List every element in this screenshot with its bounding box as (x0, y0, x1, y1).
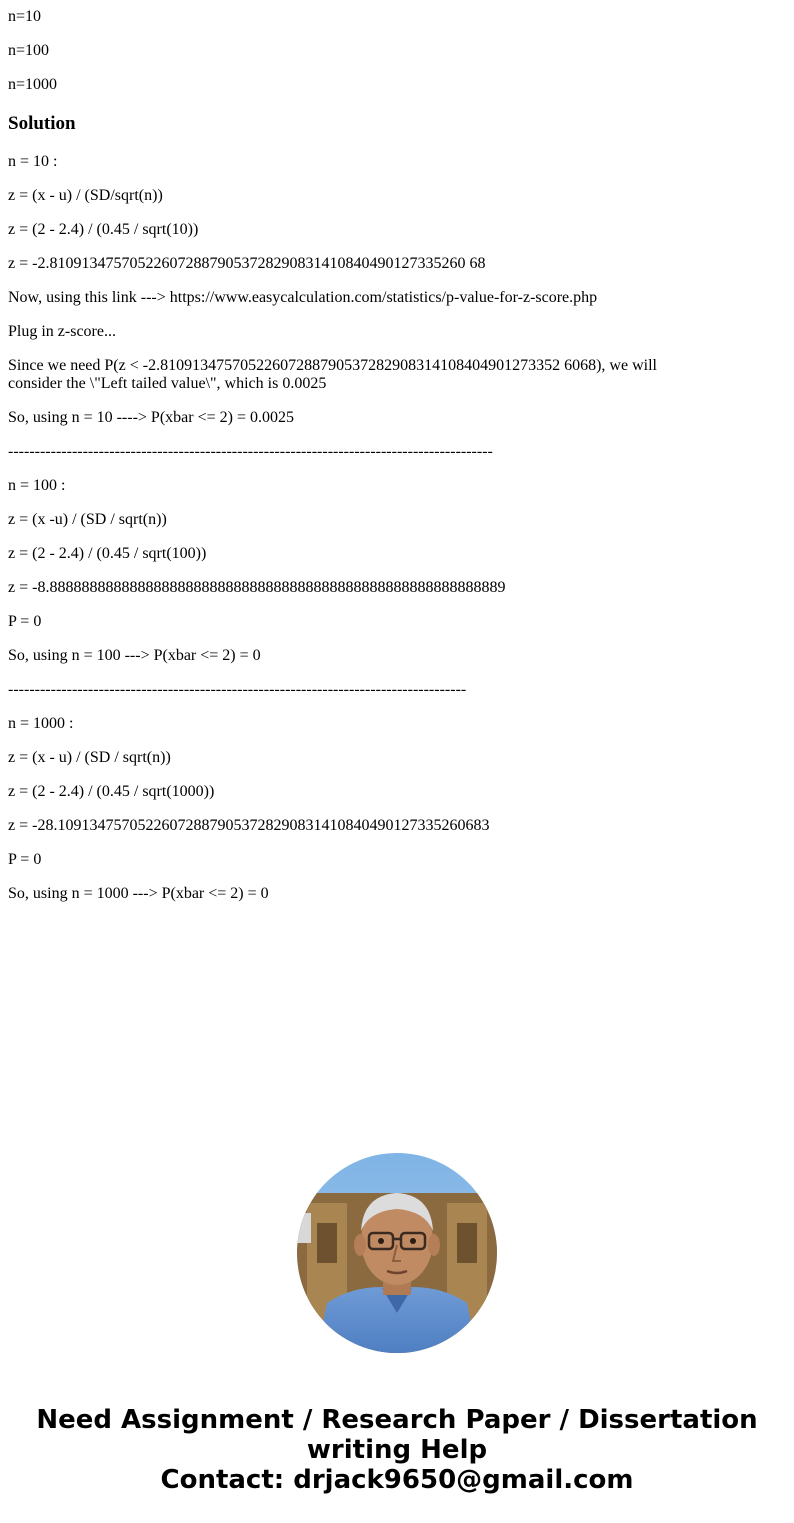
n10-link-text: Now, using this link ---> https://www.easycalculation.com/statistics/p-value-for-z-score.php (8, 289, 598, 306)
n100-substitution: z = (2 - 2.4) / (0.45 / sqrt(100)) (8, 545, 207, 562)
n1000-z-value: z = -28.109134757052260728879053728290831410840490127335260683 (8, 817, 490, 834)
n10-substitution: z = (2 - 2.4) / (0.45 / sqrt(10)) (8, 221, 199, 238)
n10-result: So, using n = 10 ----> P(xbar <= 2) = 0.0025 (8, 409, 294, 426)
n1000-p: P = 0 (8, 851, 42, 868)
question-line-n1000: n=1000 (8, 76, 58, 93)
promo-contact: Contact: drjack9650@gmail.com (160, 1465, 634, 1495)
n10-since: Since we need P(z < -2.81091347570522607288790537282908314108404901273352 6068), we will consider the \"Left tailed value\", which is 0.0025 (8, 357, 657, 392)
n1000-title: n = 1000 : (8, 715, 74, 732)
avatar-portrait-image (297, 1153, 497, 1353)
tutor-avatar (297, 1153, 497, 1353)
separator-2: -------------------------------------------------------------------------------------- (8, 681, 467, 698)
question-line-n10: n=10 (8, 8, 42, 25)
solution-heading: Solution (8, 113, 76, 134)
n1000-formula: z = (x - u) / (SD / sqrt(n)) (8, 749, 171, 766)
n100-formula: z = (x -u) / (SD / sqrt(n)) (8, 511, 167, 528)
n1000-result: So, using n = 1000 ---> P(xbar <= 2) = 0 (8, 885, 269, 902)
promo-banner (0, 1405, 794, 1495)
promo-line-2: writing Help (306, 1435, 488, 1465)
promo-line-1: Need Assignment / Research Paper / Dissertation (36, 1405, 758, 1435)
n100-result: So, using n = 100 ---> P(xbar <= 2) = 0 (8, 647, 261, 664)
n10-plug: Plug in z-score... (8, 323, 116, 340)
n1000-substitution: z = (2 - 2.4) / (0.45 / sqrt(1000)) (8, 783, 215, 800)
n10-z-value: z = -2.8109134757052260728879053728290831410840490127335260 68 (8, 255, 486, 272)
n100-z-value: z = -8.888888888888888888888888888888888888888888888888888888889 (8, 579, 506, 596)
n100-title: n = 100 : (8, 477, 66, 494)
question-line-n100: n=100 (8, 42, 50, 59)
separator-1: ------------------------------------------------------------------------------------------- (8, 443, 493, 460)
n10-title: n = 10 : (8, 153, 58, 170)
n100-p: P = 0 (8, 613, 42, 630)
n10-formula: z = (x - u) / (SD/sqrt(n)) (8, 187, 163, 204)
